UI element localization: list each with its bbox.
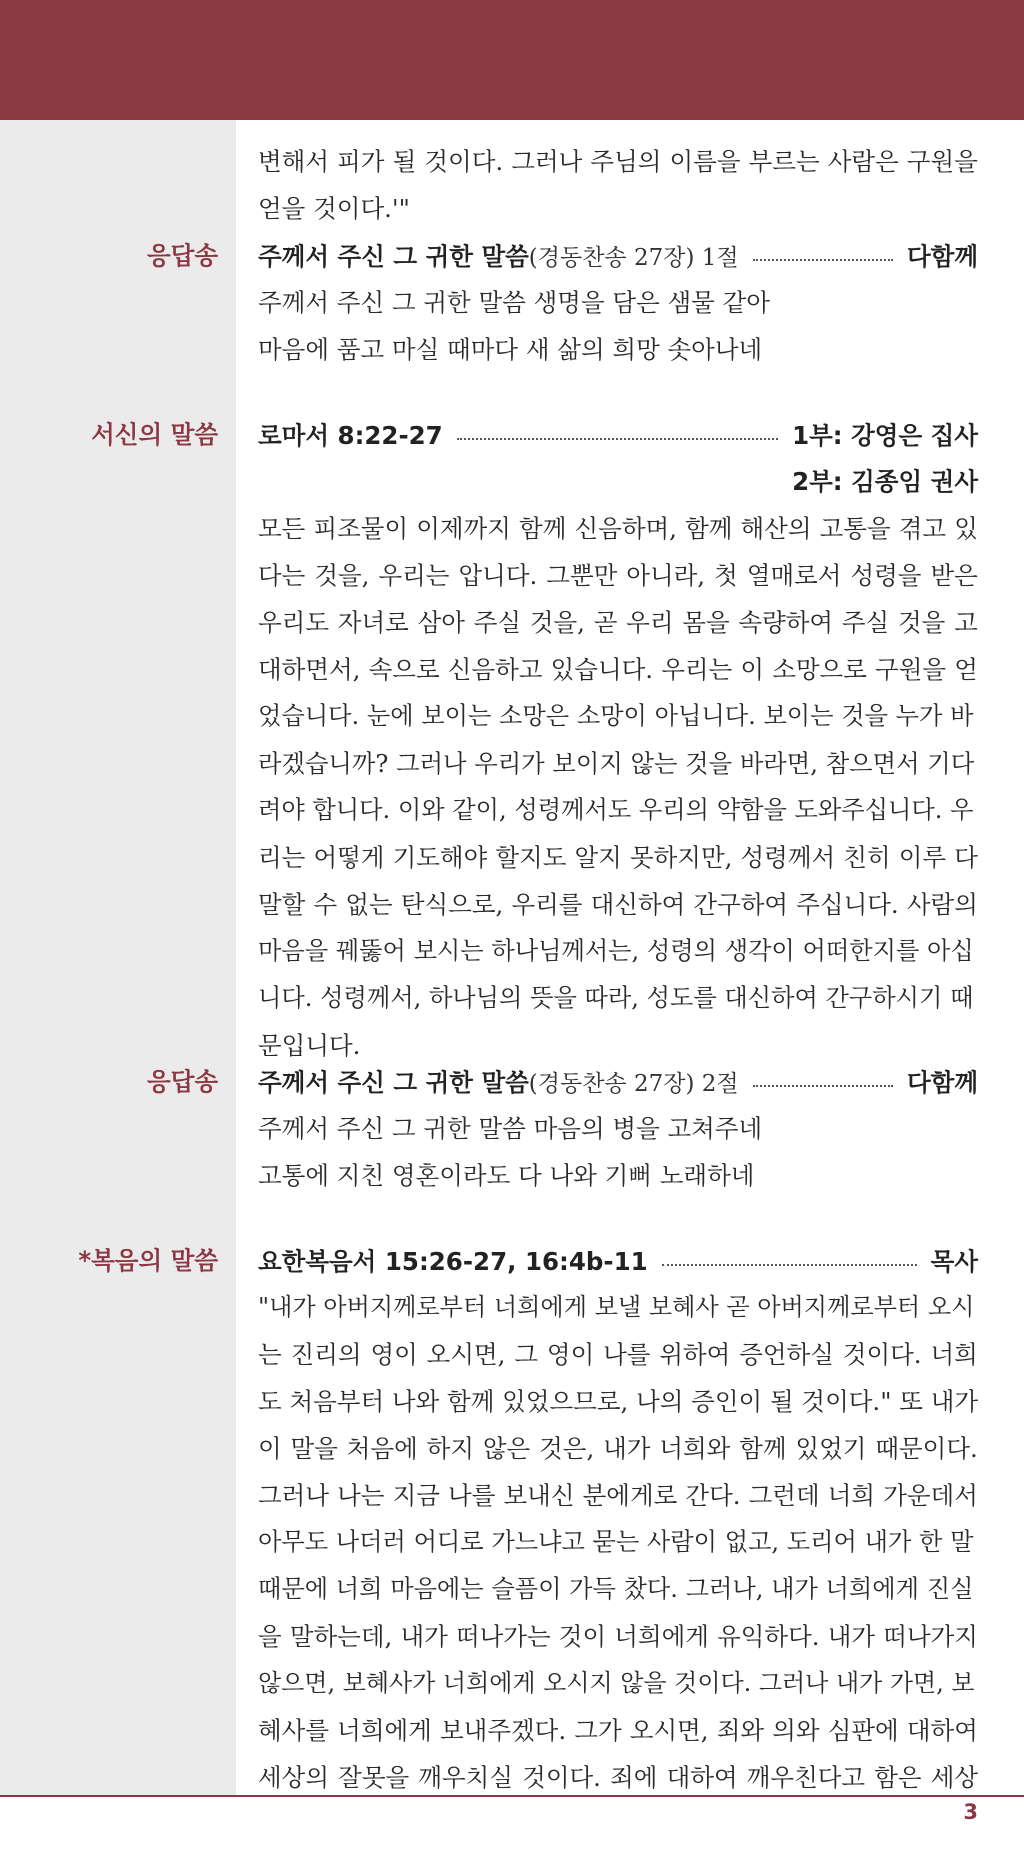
scripture-line: 려야 합니다. 이와 같이, 성령께서도 우리의 약함을 도와주십니다. 우 bbox=[258, 796, 974, 824]
text-line: 얻을 것이다.'" bbox=[258, 194, 410, 223]
scripture-line: 않으면, 보혜사가 너희에게 오시지 않을 것이다. 그러나 내가 가면, 보 bbox=[258, 1669, 975, 1697]
scripture-line: 아무도 나더러 어디로 가느냐고 묻는 사람이 없고, 도리어 내가 한 말 bbox=[258, 1528, 974, 1556]
scripture-line: 니다. 성령께서, 하나님의 뜻을 따라, 성도를 대신하여 간구하시기 때 bbox=[258, 984, 974, 1012]
lyric-line: 고통에 지친 영혼이라도 다 나와 기뻐 노래하네 bbox=[258, 1161, 755, 1190]
scripture-line: "내가 아버지께로부터 너희에게 보낼 보혜사 곧 아버지께로부터 오시 bbox=[258, 1293, 975, 1321]
section-label-epistle: 서신의 말씀 bbox=[91, 420, 218, 449]
hymn-title: 주께서 주신 그 귀한 말씀 bbox=[258, 1068, 529, 1097]
dot-leader bbox=[753, 259, 893, 261]
header-bar bbox=[0, 0, 1024, 120]
section-label-gospel: *복음의 말씀 bbox=[78, 1246, 218, 1275]
lyric-line: 주께서 주신 그 귀한 말씀 마음의 병을 고쳐주네 bbox=[258, 1114, 763, 1143]
scripture-line: 라겠습니까? 그러나 우리가 보이지 않는 것을 바라면, 참으면서 기다 bbox=[258, 749, 975, 778]
dot-leader bbox=[662, 1264, 917, 1266]
dot-leader bbox=[753, 1085, 893, 1087]
hymn-title-row bbox=[258, 232, 978, 279]
dot-leader bbox=[457, 438, 778, 440]
scripture-line: 때문에 너희 마음에는 슬픔이 가득 찼다. 그러나, 내가 너희에게 진실 bbox=[258, 1575, 974, 1603]
page-number: 3 bbox=[963, 1800, 978, 1824]
scripture-line: 이 말을 처음에 하지 않은 것은, 내가 너희와 함께 있었기 때문이다. bbox=[258, 1434, 978, 1463]
scripture-line: 마음을 꿰뚫어 보시는 하나님께서는, 성령의 생각이 어떠한지를 아십 bbox=[258, 937, 974, 965]
performer: 다함께 bbox=[906, 242, 978, 271]
footer-rule bbox=[0, 1795, 1024, 1797]
intro-text bbox=[258, 138, 978, 232]
reader-first-service: 1부: 강영은 집사 bbox=[792, 421, 978, 450]
scripture-line: 말할 수 없는 탄식으로, 우리를 대신하여 간구하여 주십니다. 사람의 bbox=[258, 890, 978, 919]
scripture-reference: 요한복음서 15:26-27, 16:4b-11 bbox=[258, 1247, 648, 1276]
scripture-line: 문입니다. bbox=[258, 1031, 361, 1060]
lyric-line: 마음에 품고 마실 때마다 새 삶의 희망 솟아나네 bbox=[258, 335, 763, 364]
response-section-2 bbox=[258, 1058, 978, 1199]
scripture-line: 다는 것을, 우리는 압니다. 그뿐만 아니라, 첫 열매로서 성령을 받은 bbox=[258, 561, 978, 590]
label-column bbox=[0, 120, 236, 1796]
lyric-line: 주께서 주신 그 귀한 말씀 생명을 담은 샘물 같아 bbox=[258, 288, 770, 317]
scripture-line: 혜사를 너희에게 보내주겠다. 그가 오시면, 죄와 의와 심판에 대하여 bbox=[258, 1716, 978, 1745]
epistle-section bbox=[258, 411, 978, 1069]
scripture-line: 는 진리의 영이 오시면, 그 영이 나를 위하여 증언하실 것이다. 너희 bbox=[258, 1340, 978, 1369]
hymn-title: 주께서 주신 그 귀한 말씀 bbox=[258, 242, 529, 271]
reader-second-service: 2부: 김종임 권사 bbox=[792, 467, 978, 496]
scripture-line: 세상의 잘못을 깨우치실 것이다. 죄에 대하여 깨우친다고 함은 세상 bbox=[258, 1763, 978, 1792]
section-label-response: 응답송 bbox=[146, 1067, 218, 1096]
scripture-line: 리는 어떻게 기도해야 할지도 알지 못하지만, 성령께서 친히 이루 다 bbox=[258, 843, 978, 872]
scripture-line: 었습니다. 눈에 보이는 소망은 소망이 아닙니다. 보이는 것을 누가 바 bbox=[258, 702, 974, 730]
scripture-line: 을 말하는데, 내가 떠나가는 것이 너희에게 유익하다. 내가 떠나가지 bbox=[258, 1622, 978, 1651]
scripture-line: 우리도 자녀로 삼아 주실 것을, 곧 우리 몸을 속량하여 주실 것을 고 bbox=[258, 608, 978, 637]
gospel-section bbox=[258, 1237, 978, 1801]
scripture-line: 그러나 나는 지금 나를 보내신 분에게로 간다. 그런데 너희 가운데서 bbox=[258, 1481, 978, 1510]
scripture-title-row bbox=[258, 411, 978, 458]
hymn-title-row bbox=[258, 1058, 978, 1105]
hymn-reference: (경동찬송 27장) 2절 bbox=[528, 1071, 739, 1097]
hymn-reference: (경동찬송 27장) 1절 bbox=[528, 245, 739, 271]
scripture-line: 도 처음부터 나와 함께 있었으므로, 나의 증인이 될 것이다." 또 내가 bbox=[258, 1387, 978, 1416]
scripture-title-row bbox=[258, 1237, 978, 1284]
scripture-reference: 로마서 8:22-27 bbox=[258, 421, 443, 450]
section-label-response: 응답송 bbox=[146, 241, 218, 270]
scripture-line: 모든 피조물이 이제까지 함께 신음하며, 함께 해산의 고통을 겪고 있 bbox=[258, 514, 978, 543]
reader: 목사 bbox=[930, 1247, 978, 1276]
scripture-line: 대하면서, 속으로 신음하고 있습니다. 우리는 이 소망으로 구원을 얻 bbox=[258, 655, 978, 684]
response-section-1 bbox=[258, 232, 978, 373]
text-line: 변해서 피가 될 것이다. 그러나 주님의 이름을 부르는 사람은 구원을 bbox=[258, 147, 978, 176]
performer: 다함께 bbox=[906, 1068, 978, 1097]
